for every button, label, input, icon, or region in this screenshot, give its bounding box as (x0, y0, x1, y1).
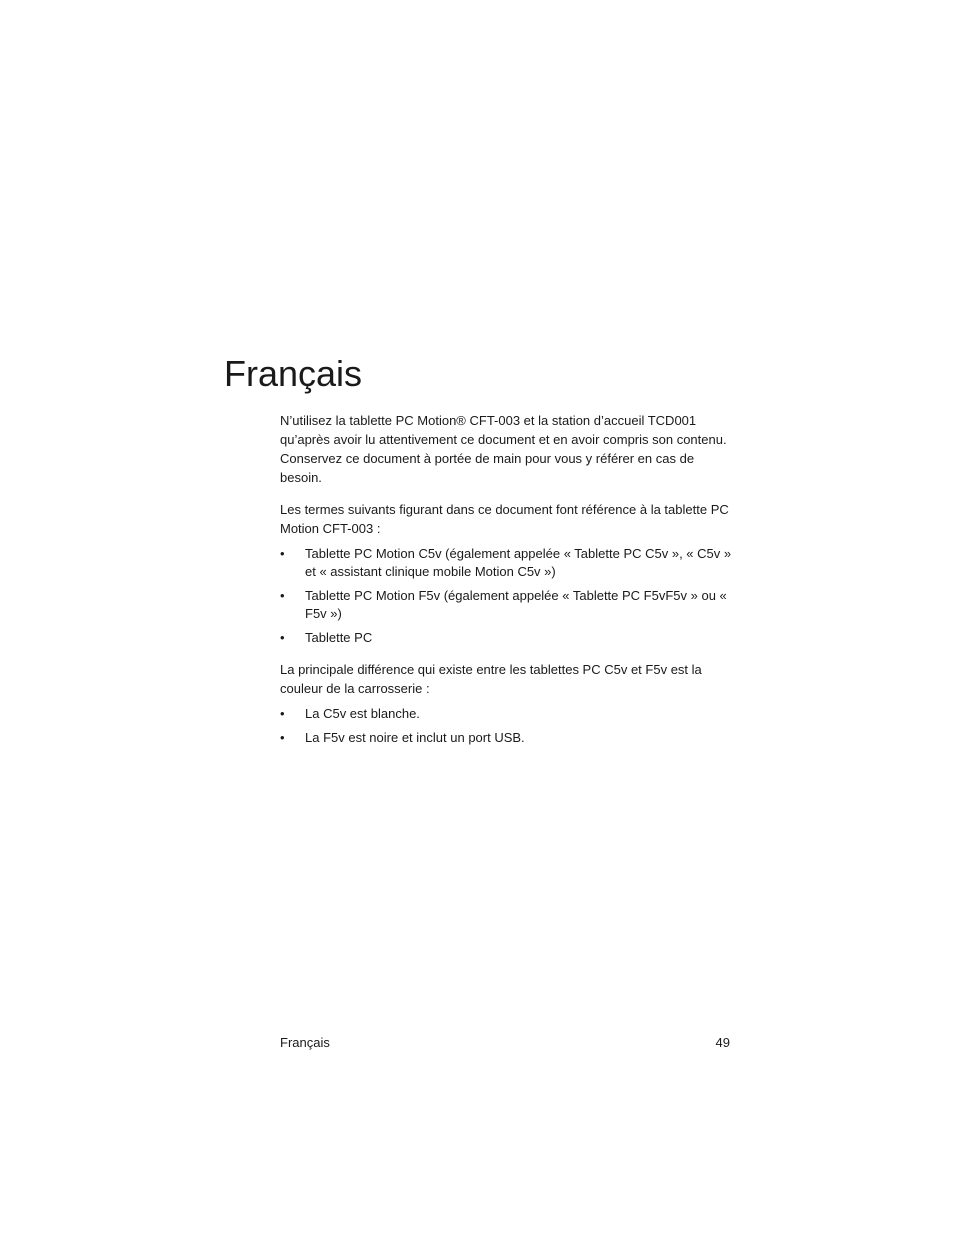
bullet-icon: • (280, 730, 285, 745)
bullet-icon: • (280, 588, 285, 603)
footer-section-label: Français (280, 1035, 330, 1050)
list-item (280, 629, 732, 647)
terms-list (280, 545, 732, 647)
list-item (280, 729, 732, 747)
list-item (280, 545, 732, 581)
list-item-text: Tablette PC (305, 630, 373, 645)
terms-paragraph: Les termes suivants figurant dans ce document font référence à la tablette PC Motion CFT-003 : (280, 502, 729, 536)
list-item-text: Tablette PC Motion F5v (également appelée « Tablette PC F5vF5v » ou « F5v ») (305, 588, 727, 621)
list-item (280, 705, 732, 723)
list-item (280, 587, 732, 623)
body-content (280, 411, 732, 760)
intro-paragraph: N’utilisez la tablette PC Motion® CFT-003 et la station d’accueil TCD001 qu’après avoir lu attentivement ce document et en avoir compris son contenu. Conservez ce document à portée de main pour vous y référer en cas de besoin. (280, 413, 727, 485)
difference-paragraph: La principale différence qui existe entre les tablettes PC C5v et F5v est la couleur de la carrosserie : (280, 662, 702, 696)
list-item-text: La F5v est noire et inclut un port USB. (305, 730, 525, 745)
color-list (280, 705, 732, 747)
bullet-icon: • (280, 630, 285, 645)
bullet-icon: • (280, 706, 285, 721)
page-number: 49 (715, 1035, 730, 1050)
page-title: Français (224, 353, 363, 394)
bullet-icon: • (280, 546, 285, 561)
list-item-text: La C5v est blanche. (305, 706, 420, 721)
list-item-text: Tablette PC Motion C5v (également appelée « Tablette PC C5v », « C5v » et « assistant clinique mobile Motion C5v ») (305, 546, 732, 579)
